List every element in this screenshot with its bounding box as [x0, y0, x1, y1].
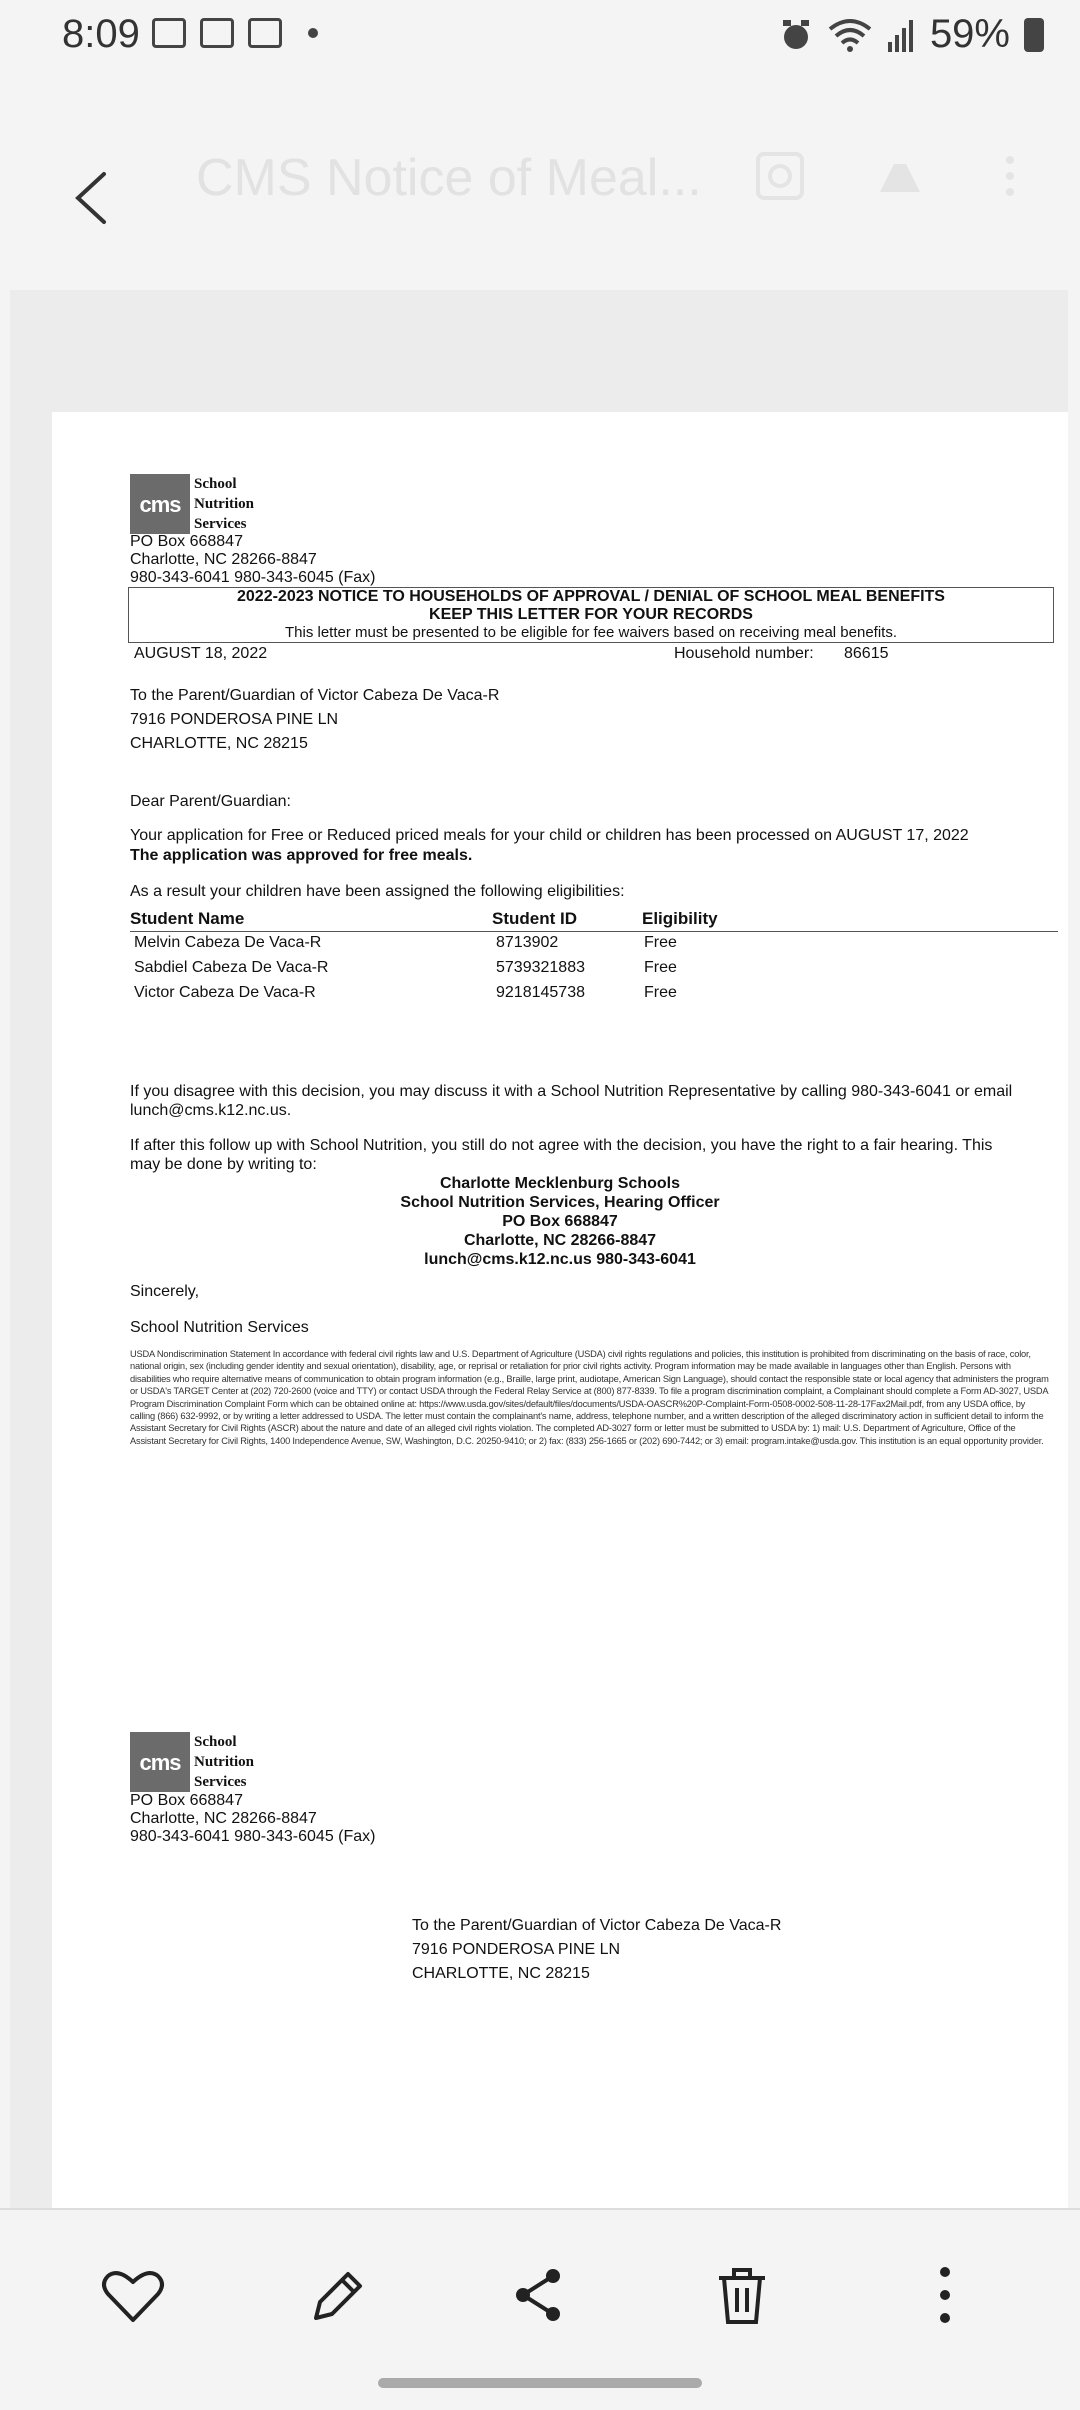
document-icon: [200, 18, 234, 48]
logo-mark: cms: [130, 1732, 190, 1792]
student-id: 8713902: [496, 934, 559, 951]
closing: Sincerely,: [130, 1283, 200, 1300]
household-label: Household number:: [674, 645, 814, 662]
document-page: [52, 412, 1068, 2208]
battery-percent: 59%: [929, 12, 1010, 56]
hearing-address-line: School Nutrition Services, Hearing Officer: [400, 1194, 720, 1211]
usda-nondiscrimination-statement: USDA Nondiscrimination Statement In accordance with federal civil rights law and U.S. Department of Agriculture (USDA) civil rights regulations and policies, this institution is prohibited from discriminating on the basis of race, color, national origin, sex (including gender identity and sexual orientation), disability, age, or reprisal or retaliation for prior civil rights activity. Program information may be made available in languages other than English. Persons with disabilities who require alternative means of communication to obtain program information (e.g., Braille, large print, audiotape, American Sign Language), should contact the responsible state or local agency that administers the program or USDA's TARGET Center at (202) 720-2600 (voice and TTY) or contact USDA through the Federal Relay Service at (800) 877-8339. To file a program discrimination complaint, a Complainant should complete a Form AD-3027, USDA Program Discrimination Complaint Form which can be obtained online at: https://www.usda.gov/sites/default/files/documents/USDA-OASCR%20P-Complaint-Form-0508-0002-508-11-28-17Fax2Mail.pdf, from any USDA office, by calling (866) 632-9992, or by writing a letter addressed to USDA. The letter must contain the complainant's name, address, telephone number, and a written description of the alleged discriminatory action in sufficient detail to inform the Assistant Secretary for Civil Rights (ASCR) about the nature and date of an alleged civil rights violation. The completed AD-3027 form or letter must be submitted to USDA by: 1) mail: U.S. Department of Agriculture, Office of the Assistant Secretary for Civil Rights, 1400 Independence Avenue, SW, Washington, D.C. 20250-9410; or 2) fax: (833) 256-1665 or (202) 690-7442; or 3) email: program.intake@usda.gov. This institution is an equal opportunity provider.: [130, 1349, 1049, 1446]
hearing-address-block: [52, 1174, 1068, 1269]
recipient-line: CHARLOTTE, NC 28215: [412, 1965, 590, 1982]
wifi-icon: [828, 17, 872, 53]
table-row: [134, 933, 1034, 955]
logo-line: Services: [194, 1774, 247, 1790]
heart-icon[interactable]: [98, 2260, 168, 2330]
student-name: Sabdiel Cabeza De Vaca-R: [134, 959, 329, 976]
notice-keep: KEEP THIS LETTER FOR YOUR RECORDS: [429, 606, 753, 623]
app-title: CMS Notice of Meal...: [196, 149, 702, 207]
delete-icon[interactable]: [707, 2260, 777, 2330]
screen-icon: [152, 18, 186, 48]
overflow-menu-icon[interactable]: [990, 148, 1030, 204]
logo-line: Nutrition: [194, 1754, 254, 1770]
mailing-recipient-block: [412, 1914, 781, 1986]
notification-icons: [152, 18, 318, 48]
recipient-line: To the Parent/Guardian of Victor Cabeza De Vaca-R: [412, 1917, 782, 1934]
status-bar: [0, 0, 1080, 70]
cms-logo-footer: [130, 1732, 254, 1792]
table-row: [134, 983, 1034, 1005]
hearing-text-line1: If after this follow up with School Nutrition, you still do not agree with the decision, you have the right to a fair hearing. This: [130, 1137, 993, 1154]
signature: School Nutrition Services: [130, 1319, 309, 1336]
more-notifications-icon: [308, 28, 318, 38]
status-time: 8:09: [62, 12, 140, 56]
eligibility-table-header: [130, 907, 1058, 932]
column-header-student-name: Student Name: [130, 909, 245, 928]
system-icons: [778, 12, 1044, 57]
disagree-text-line2: lunch@cms.k12.nc.us.: [130, 1102, 292, 1119]
edit-icon[interactable]: [302, 2260, 372, 2330]
logo-line: School: [194, 476, 237, 492]
recipient-block: [130, 684, 499, 756]
share-icon[interactable]: [503, 2260, 573, 2330]
household-number: 86615: [844, 645, 889, 662]
address-line: PO Box 668847: [130, 1792, 243, 1809]
logo-line: Services: [194, 516, 247, 532]
image-icon: [248, 18, 282, 48]
column-header-eligibility: Eligibility: [642, 909, 718, 928]
student-id: 9218145738: [496, 984, 585, 1001]
salutation: Dear Parent/Guardian:: [130, 793, 291, 810]
signal-icon: [886, 18, 916, 52]
address-line: 980-343-6041 980-343-6045 (Fax): [130, 569, 376, 586]
hearing-address-line: Charlotte Mecklenburg Schools: [439, 1175, 681, 1192]
logo-line: Nutrition: [194, 496, 254, 512]
more-icon[interactable]: [910, 2260, 980, 2330]
logo-line: School: [194, 1734, 237, 1750]
notice-box: [128, 587, 1054, 643]
assigned-text: As a result your children have been assigned the following eligibilities:: [130, 883, 625, 900]
student-name: Victor Cabeza De Vaca-R: [134, 984, 316, 1001]
eligibility-value: Free: [644, 934, 677, 951]
student-id: 5739321883: [496, 959, 585, 976]
address-line: 980-343-6041 980-343-6045 (Fax): [130, 1828, 376, 1845]
home-indicator[interactable]: [378, 2378, 702, 2388]
disagree-text-line1: If you disagree with this decision, you may discuss it with a School Nutrition Representative by calling 980-343-6041 or email: [130, 1083, 1013, 1100]
recipient-line: 7916 PONDEROSA PINE LN: [130, 711, 339, 728]
recipient-line: To the Parent/Guardian of Victor Cabeza De Vaca-R: [130, 687, 500, 704]
table-row: [134, 958, 1034, 980]
header-address: [130, 533, 376, 587]
eligibility-value: Free: [644, 984, 677, 1001]
hearing-text-line2: may be done by writing to:: [130, 1156, 317, 1173]
hearing-address-line: Charlotte, NC 28266-8847: [463, 1232, 657, 1249]
notice-subtitle: This letter must be presented to be eligible for fee waivers based on receiving meal benefits.: [285, 624, 897, 641]
column-header-student-id: Student ID: [492, 909, 577, 928]
scan-icon[interactable]: [752, 148, 808, 204]
hearing-address-line: PO Box 668847: [502, 1213, 618, 1230]
cms-logo: [130, 474, 254, 534]
address-line: Charlotte, NC 28266-8847: [130, 551, 317, 568]
logo-mark: cms: [130, 474, 190, 534]
back-arrow-icon[interactable]: [70, 168, 110, 228]
alarm-icon: [778, 17, 814, 53]
processed-text: Your application for Free or Reduced priced meals for your child or children has been processed on AUGUST 17, 2022: [130, 827, 969, 844]
drive-upload-icon[interactable]: [872, 148, 928, 204]
recipient-line: 7916 PONDEROSA PINE LN: [412, 1941, 621, 1958]
notice-title: 2022-2023 NOTICE TO HOUSEHOLDS OF APPROVAL / DENIAL OF SCHOOL MEAL BENEFITS: [237, 588, 945, 605]
letter-date: AUGUST 18, 2022: [134, 645, 268, 662]
student-name: Melvin Cabeza De Vaca-R: [134, 934, 322, 951]
recipient-line: CHARLOTTE, NC 28215: [130, 735, 308, 752]
address-line: PO Box 668847: [130, 533, 243, 550]
battery-icon: [1024, 18, 1044, 52]
approved-text: The application was approved for free meals.: [130, 847, 473, 864]
hearing-address-line: lunch@cms.k12.nc.us 980-343-6041: [424, 1251, 696, 1268]
address-line: Charlotte, NC 28266-8847: [130, 1810, 317, 1827]
footer-address: [130, 1792, 376, 1846]
eligibility-value: Free: [644, 959, 677, 976]
